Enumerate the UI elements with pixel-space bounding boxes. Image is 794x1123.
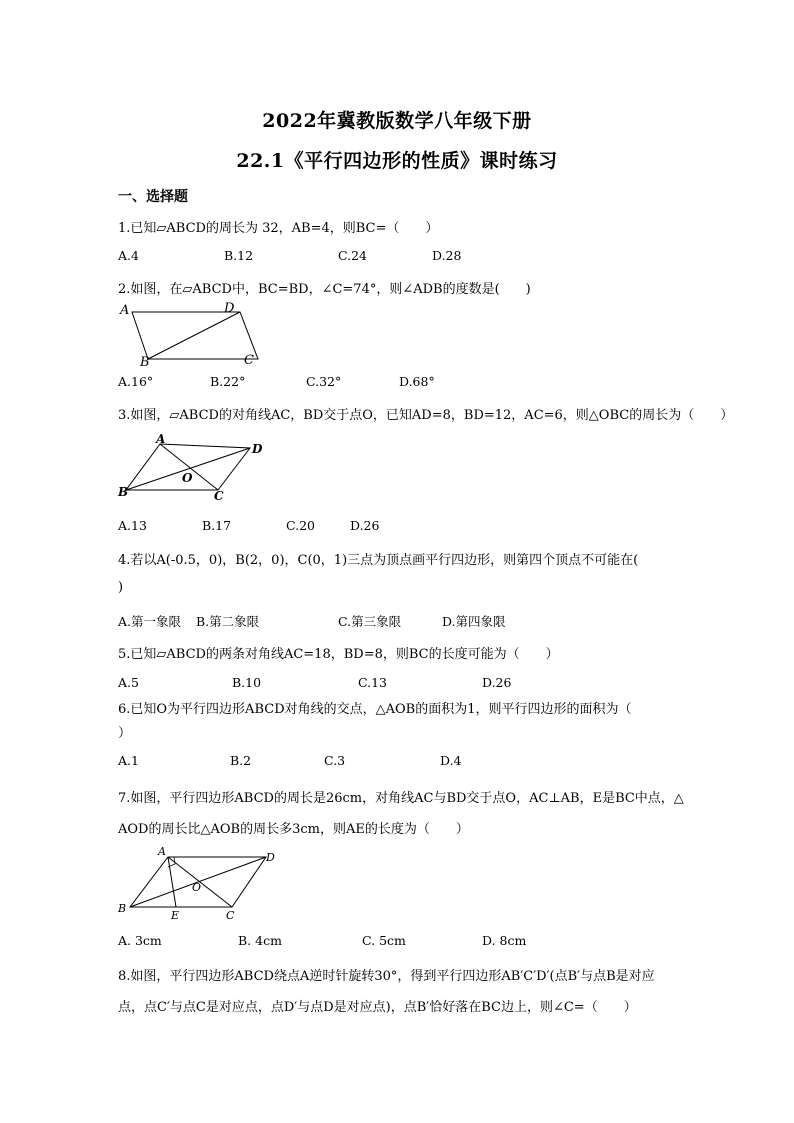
q7-option-d: D. 8cm (482, 933, 527, 948)
q5-option-d: D.26 (482, 675, 512, 690)
question-4-line-1: 4.若以A(-0.5，0)，B(2，0)，C(0，1)三点为顶点画平行四边形，则第四个顶点不可能在( (118, 553, 639, 568)
q3-figure (116, 430, 266, 505)
q3-label-c: C (214, 489, 224, 503)
question-7-line-1: 7.如图，平行四边形ABCD的周长是26cm，对角线AC与BD交于点O，AC⊥AB，E是BC中点，△ (118, 791, 684, 806)
q5-option-a: A.5 (118, 675, 139, 690)
q1-option-a: A.4 (118, 248, 139, 263)
question-6-line-2: ） (118, 726, 132, 741)
page-title: 2022年冀教版数学八年级下册 (262, 110, 532, 132)
q2-option-b: B.22° (210, 374, 246, 389)
q2-label-b: B (140, 355, 150, 368)
q2-label-c: C (244, 353, 254, 368)
q4-option-a: A.第一象限 (118, 614, 182, 629)
q6-option-b: B.2 (230, 753, 252, 768)
q2-option-c: C.32° (306, 374, 342, 389)
question-6-line-1: 6.已知O为平行四边形ABCD对角线的交点，△AOB的面积为1，则平行四边形的面积为（ (118, 702, 632, 717)
question-2: 2.如图，在▱ABCD中，BC=BD，∠C=74°，则∠ADB的度数是( ) (118, 282, 531, 297)
q7-label-c: C (226, 909, 235, 922)
q1-option-d: D.28 (432, 248, 462, 263)
question-8-line-1: 8.如图，平行四边形ABCD绕点A逆时针旋转30°，得到平行四边形AB′C′D′(点B′与点B是对应 (118, 969, 655, 984)
q2-option-d: D.68° (399, 374, 435, 389)
q3-option-d: D.26 (350, 518, 380, 533)
q7-figure (116, 843, 286, 923)
q7-label-b: B (118, 902, 127, 915)
q2-figure (118, 298, 268, 368)
q7-label-d: D (266, 851, 275, 864)
q2-option-a: A.16° (118, 374, 154, 389)
q3-label-b: B (118, 485, 129, 499)
question-8-line-2: 点，点C′与点C是对应点，点D′与点D是对应点)，点B′恰好落在BC边上，则∠C=（ ） (118, 1000, 637, 1015)
q3-option-b: B.17 (202, 518, 232, 533)
q6-option-c: C.3 (324, 753, 346, 768)
q2-label-a: A (120, 303, 130, 318)
q1-option-c: C.24 (338, 248, 367, 263)
q4-option-d: D.第四象限 (442, 614, 506, 629)
q1-option-b: B.12 (224, 248, 254, 263)
question-7-line-2: AOD的周长比△AOB的周长多3cm，则AE的长度为（ ） (118, 822, 469, 837)
q3-label-a: A (156, 432, 166, 446)
q3-option-c: C.20 (286, 518, 315, 533)
page-subtitle: 22.1《平行四边形的性质》课时练习 (236, 150, 558, 172)
q6-option-d: D.4 (440, 753, 462, 768)
q4-option-c: C.第三象限 (338, 614, 402, 629)
q6-option-a: A.1 (118, 753, 139, 768)
q4-option-b: B.第二象限 (196, 614, 260, 629)
question-1: 1.已知▱ABCD的周长为 32，AB=4，则BC=（ ） (118, 221, 439, 236)
q7-option-a: A. 3cm (118, 933, 162, 948)
q3-label-d: D (252, 442, 263, 456)
q5-option-b: B.10 (232, 675, 262, 690)
q3-option-a: A.13 (118, 518, 147, 533)
q2-label-d: D (224, 301, 235, 316)
q7-label-o: O (192, 881, 202, 894)
q3-label-o: O (182, 471, 193, 485)
question-5: 5.已知▱ABCD的两条对角线AC=18，BD=8，则BC的长度可能为（ ） (118, 647, 559, 662)
question-4-line-2: ) (118, 580, 124, 595)
q7-label-a: A (158, 845, 166, 858)
section-heading: 一、选择题 (118, 189, 188, 205)
q7-option-b: B. 4cm (238, 933, 282, 948)
q7-label-e: E (171, 909, 180, 922)
q5-option-c: C.13 (358, 675, 387, 690)
q7-option-c: C. 5cm (362, 933, 406, 948)
question-3: 3.如图，▱ABCD的对角线AC，BD交于点O，已知AD=8，BD=12，AC=6，则△OBC的周长为（ ） (118, 408, 734, 423)
